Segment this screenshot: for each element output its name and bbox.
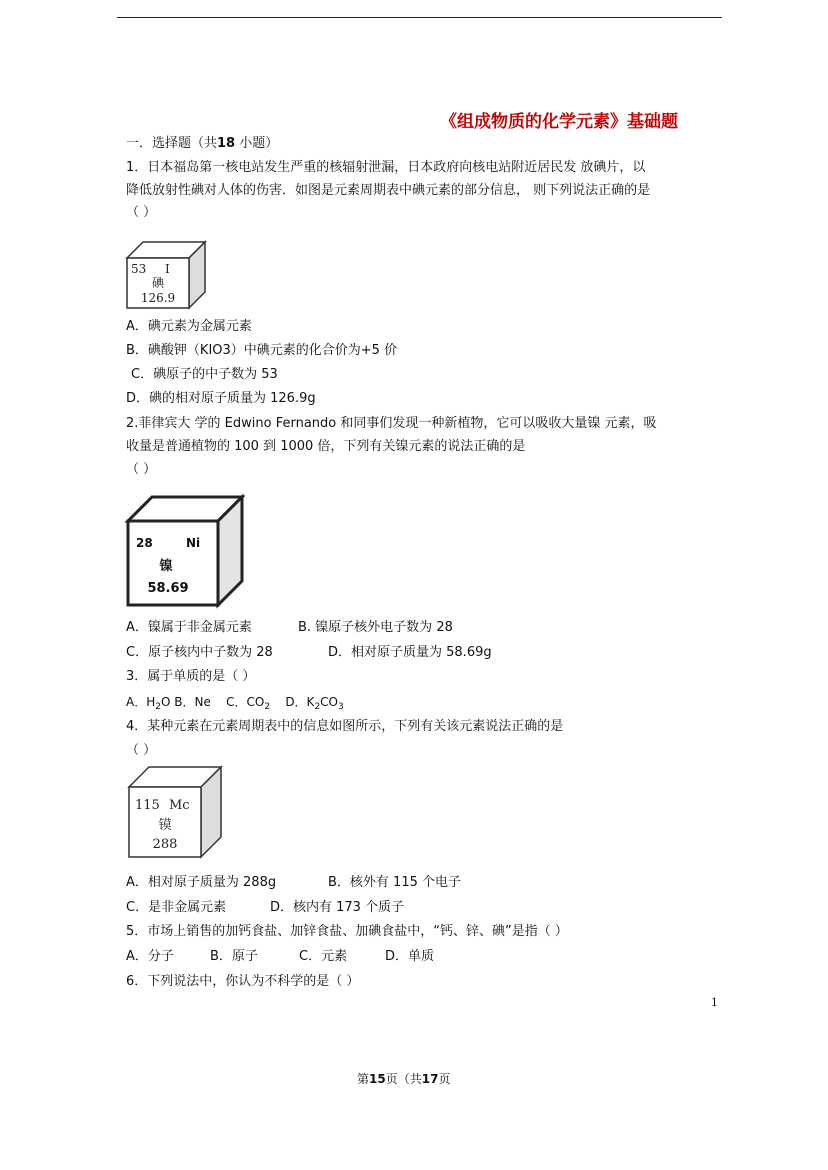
nickel-atomic-number: 28 [136, 536, 153, 550]
nickel-name: 镍 [159, 559, 173, 574]
q1-stem-line1: 1．日本福岛第一核电站发生严重的核辐射泄漏，日本政府向核电站附近居民发 放碘片，以 [126, 160, 646, 175]
q2-stem-line2: 收量是普通植物的 100 到 1000 倍，下列有关镍元素的说法正确的是 [126, 439, 526, 454]
page-footer: 第15页（共17页 [357, 1072, 451, 1086]
q5-option-d: D．单质 [385, 949, 435, 964]
q2-options-row1 [126, 618, 453, 638]
q5-options [126, 947, 434, 967]
moscovium-name: 镆 [158, 818, 172, 833]
q4-stem: 4．某种元素在元素周期表中的信息如图所示，下列有关该元素说法正确的是 [126, 719, 564, 734]
q4-options-row1 [126, 873, 461, 893]
q1-option-a: A．碘元素为金属元素 [126, 319, 252, 334]
q5-option-a: A．分子 [126, 949, 174, 964]
q4-option-a: A．相对原子质量为 288g [126, 875, 277, 890]
moscovium-symbol: Mc [169, 798, 190, 813]
q4-option-c: C．是非金属元素 [126, 900, 227, 915]
q4-options-row2 [126, 898, 404, 918]
q1-option-b: B．碘酸钾（KIO3）中碘元素的化合价为+5 价 [126, 343, 398, 358]
q4-option-b: B．核外有 115 个电子 [328, 875, 461, 890]
q1-option-d: D．碘的相对原子质量为 126.9g [126, 391, 316, 406]
moscovium-atomic-mass: 288 [152, 837, 178, 852]
header-rule [117, 17, 722, 18]
q5-option-b: B．原子 [210, 949, 258, 964]
iodine-symbol: I [165, 262, 170, 276]
q2-option-c: C．原子核内中子数为 28 [126, 645, 273, 660]
nickel-element-cell [126, 495, 246, 607]
document-title: 《组成物质的化学元素》基础题 [440, 112, 678, 132]
iodine-atomic-number: 53 [131, 262, 147, 276]
nickel-symbol: Ni [186, 536, 201, 550]
q4-answer-blank: （ ） [126, 743, 157, 758]
q5-stem: 5．市场上销售的加钙食盐、加锌食盐、加碘食盐中，“钙、锌、碘”是指（ ） [126, 924, 568, 939]
q3-option-d: D．$K_2CO_3$ [285, 695, 344, 712]
footer-total-pages: 17 [421, 1072, 439, 1086]
moscovium-atomic-number: 115 [135, 798, 160, 813]
q4-option-d: D．核内有 173 个质子 [270, 900, 405, 915]
q3-options [126, 692, 344, 717]
q3-option-a: A．$H_2O$ B．Ne [126, 695, 211, 712]
q2-option-b: B. 镍原子核外电子数为 28 [298, 620, 453, 635]
q5-option-c: C．元素 [299, 949, 348, 964]
iodine-atomic-mass: 126.9 [140, 291, 176, 305]
q2-option-d: D．相对原子质量为 58.69g [328, 645, 492, 660]
q1-option-c: C．碘原子的中子数为 53 [131, 367, 278, 382]
q3-stem: 3．属于单质的是（ ） [126, 669, 256, 684]
nickel-atomic-mass: 58.69 [147, 581, 189, 596]
q2-options-row2 [126, 643, 492, 663]
q3-option-c: C．$CO_2$ [226, 695, 271, 712]
q2-stem-line1: 2.菲律宾大 学的 Edwino Fernando 和同事们发现一种新植物，它可以吸收大量镍 元素，吸 [126, 416, 657, 431]
footer-current-page: 15 [369, 1072, 386, 1086]
moscovium-element-cell [127, 765, 225, 861]
q1-stem-line2: 降低放射性碘对人体的伤害．如图是元素周期表中碘元素的部分信息， 则下列说法正确的是 [126, 183, 651, 198]
section-heading: 一．选择题（共18 小题） [126, 136, 279, 151]
q1-answer-blank: （ ） [126, 205, 157, 220]
iodine-name: 碘 [151, 276, 165, 290]
q2-answer-blank: （ ） [126, 462, 157, 477]
page-number: 1 [711, 996, 718, 1009]
q6-stem: 6．下列说法中，你认为不科学的是（ ） [126, 974, 360, 989]
iodine-element-cell [125, 240, 210, 312]
q2-option-a: A．镍属于非金属元素 [126, 620, 252, 635]
section-count: 18 [217, 136, 236, 151]
